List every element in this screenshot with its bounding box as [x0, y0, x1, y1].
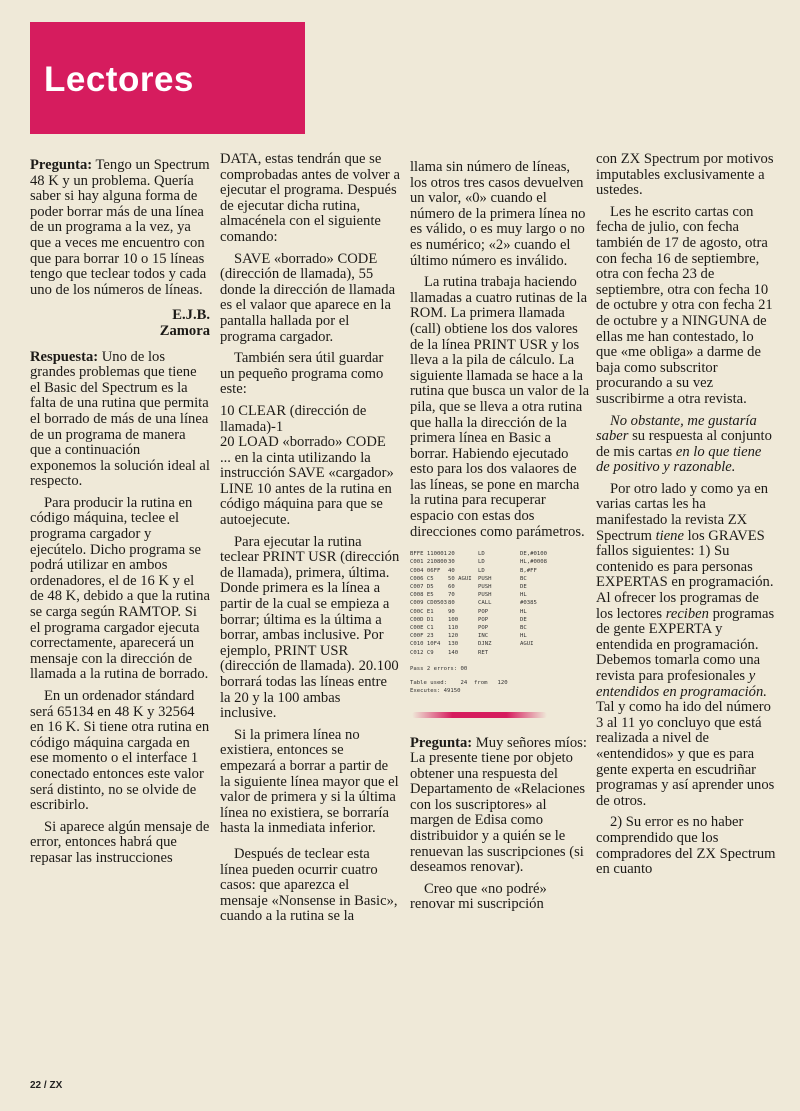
- listing-line: [410, 591, 590, 599]
- listing-line: [410, 575, 590, 583]
- column-2: [220, 152, 400, 931]
- listing-cell: BC: [520, 625, 527, 632]
- listing-pass: Pass 2 errors: 00: [410, 665, 468, 672]
- italic-text: reciben: [665, 605, 709, 622]
- listing-cell: CALL: [478, 600, 492, 607]
- signature-name: E.J.B.: [172, 307, 210, 324]
- signature-place: Zamora: [159, 322, 210, 339]
- listing-cell: BC: [520, 575, 527, 582]
- listing-cell: PUSH: [478, 575, 492, 582]
- listing-cell: 130: [448, 641, 459, 648]
- body-paragraph: DATA, estas tendrán que se comprobadas antes de volver a ejecutar el programa. Después de ejecutar dicha rutina, almacénela con el siguiente comando:: [220, 151, 400, 245]
- listing-line: [410, 616, 590, 624]
- italic-text: No obstante, me gustaría saber: [596, 412, 757, 445]
- code-line: 10 CLEAR (dirección de llamada)-1: [220, 402, 367, 435]
- column-4: [596, 152, 776, 884]
- page-folio: 22 / ZX: [30, 1080, 63, 1091]
- listing-cell: 120: [448, 633, 459, 640]
- listing-cell: POP: [478, 608, 489, 615]
- listing-line: [410, 558, 590, 566]
- listing-cell: 50 AGUI: [448, 575, 472, 582]
- listing-cell: DJNZ: [478, 641, 492, 648]
- body-paragraph: Después de teclear esta línea pueden ocurrir cuatro casos: que aparezca el mensaje «Nonsense in Basic», cuando a la rutina se la: [220, 845, 398, 925]
- listing-line: [410, 567, 590, 575]
- body-paragraph: La rutina trabaja haciendo llamadas a cuatro rutinas de la ROM. La primera llamada (call) obtiene los dos valores de la línea PRINT USR y los lleva a la pila de cálculo. La siguiente llamada se hace a la rutina que busca un valor de la pila, que se lleva a otra rutina que halla la dirección de la primera línea en Basic a borrar. Habiendo ejecutado esto para los dos valaores de las líneas, se pone en marcha la rutina para recuperar espacio con estas dos direcciones como parámetros.: [410, 274, 590, 540]
- answer-label: Respuesta:: [30, 348, 99, 365]
- body-paragraph: Si la primera línea no existiera, entonces se empezará a borrar a partir de la siguiente línea mayor que el valor de primera y si la última línea no existiera, se borraría hasta la inmediata inferior.: [220, 726, 399, 837]
- listing-line: [410, 550, 590, 558]
- listing-cell: HL: [520, 633, 527, 640]
- column-1: [30, 158, 210, 873]
- body-paragraph: Creo que «no podré» renovar mi suscripción: [410, 880, 547, 913]
- listing-cell: HL: [520, 592, 527, 599]
- listing-cell: PUSH: [478, 584, 492, 591]
- section-title: Lectores: [44, 60, 194, 99]
- italic-text: tiene: [655, 527, 684, 544]
- listing-line: [410, 608, 590, 616]
- listing-cell: POP: [478, 625, 489, 632]
- listing-cell: C00D D1: [410, 616, 434, 623]
- body-paragraph: También sera útil guardar un pequeño programa como este:: [220, 350, 384, 398]
- body-paragraph: con ZX Spectrum por motivos imputables exclusivamente a ustedes.: [596, 151, 774, 199]
- listing-cell: 80: [448, 600, 455, 607]
- column-3: [410, 160, 590, 919]
- listing-cell: HL,#0008: [520, 559, 547, 566]
- body-paragraph: 2) Su error es no haber comprendido que los compradores del ZX Spectrum en cuanto: [596, 814, 776, 878]
- listing-cell: C00C E1: [410, 608, 434, 615]
- listing-cell: C00F 23: [410, 633, 434, 640]
- body-paragraph: llama sin número de líneas, los otros tres casos devuelven un valor, «0» cuando el número de la primera línea no es válido, o es muy largo o no es numérico; «2» cuando el último número es inválido.: [410, 159, 586, 269]
- listing-cell: C008 E5: [410, 592, 434, 599]
- listing-table-used: Table used: 24 from 120: [410, 680, 508, 687]
- section-banner: [30, 22, 305, 134]
- italic-text: y entendidos en programación.: [596, 668, 767, 700]
- listing-cell: 60: [448, 584, 455, 591]
- body-paragraph: En un ordenador stándard será 65134 en 48 K y 32564 en 16 K. Si tiene otra rutina en código máquina cargada en ese momento o el interface 1 conectado entonces este valor será distinto, no se olvide de escribirlo.: [30, 688, 210, 814]
- body-paragraph: Les he escrito cartas con fecha de julio, con fecha también de 17 de agosto, otra con fecha 16 de septiembre, otra con fecha 23 de septiembre, otra con fecha 10 de octubre y otra con fecha 21 de octubre y a NINGUNA de ellas me han contestado, lo que «me obliga» a darme de baja como subscritor procurando a su vez suscribirme a otra revista.: [596, 203, 773, 407]
- listing-cell: 140: [448, 649, 459, 656]
- listing-cell: AGUI: [520, 641, 534, 648]
- listing-cell: INC: [478, 633, 489, 640]
- listing-cell: C001 210800: [410, 559, 448, 566]
- section-divider: [412, 712, 547, 718]
- listing-cell: C012 C9: [410, 649, 434, 656]
- listing-cell: HL: [520, 608, 527, 615]
- listing-cell: C00E C1: [410, 625, 434, 632]
- answer-text: Uno de los grandes problemas que tiene el Basic del Spectrum es la falta de una rutina que permita el borrado de más de una línea de un programa de manera que a continuación exponemos la solución ideal al respecto.: [30, 348, 210, 490]
- listing-cell: DE: [520, 584, 527, 591]
- listing-rows: [410, 550, 590, 657]
- body-paragraph: [596, 414, 776, 476]
- listing-cell: POP: [478, 616, 489, 623]
- body-paragraph: [596, 482, 776, 809]
- listing-cell: 30: [448, 559, 455, 566]
- listing-line: [410, 583, 590, 591]
- question-label: Pregunta:: [30, 157, 93, 173]
- body-paragraph: Para ejecutar la rutina teclear PRINT USR (dirección de llamada), primera, última. Donde primera es la línea a partir de la cual se empieza a borrar; última es la última a borrar, ambas inclusive. Por ejemplo, PRINT USR (dirección de llamada). 20.100 borrará todas las líneas entre la 20 y la 100 ambas inclusive.: [220, 533, 400, 722]
- listing-cell: C006 C5: [410, 575, 434, 582]
- body-text: Tal y como ha ido del número 3 al 11 yo concluyo que está realizada a nivel de «entendidos» y que es para gente experta en escudriñar programas y así aprender unos de otros.: [596, 699, 775, 809]
- listing-cell: DE: [520, 616, 527, 623]
- listing-cell: BFFE 110001: [410, 551, 448, 558]
- body-paragraph: SAVE «borrado» CODE (dirección de llamada), 55 donde la dirección de llamada es el valaor que aparece en la pantalla hallada por el programa cargador.: [220, 250, 396, 345]
- listing-cell: C010 10F4: [410, 641, 441, 648]
- listing-line: [410, 624, 590, 632]
- listing-cell: 20: [448, 551, 455, 558]
- question-text: Tengo un Spectrum 48 K y un problema. Quería saber si hay alguna forma de poder borrar más de una línea de un programa a la vez, ya que a veces me encuentro con que para borrar 10 o 15 líneas tengo que teclear todos y cada uno de los números de líneas.: [30, 157, 210, 298]
- code-line: 20 LOAD «borrado» CODE: [220, 434, 386, 451]
- listing-cell: 110: [448, 625, 459, 632]
- listing-cell: B,#FF: [520, 567, 537, 574]
- listing-cell: LD: [478, 567, 485, 574]
- question-paragraph: [30, 158, 210, 298]
- listing-cell: C009 CD0503: [410, 600, 448, 607]
- body-text: programas de gente EXPERTA y entendida en programación. Debemos tomarla como una revista para profesionales: [596, 605, 775, 684]
- listing-line: [410, 599, 590, 607]
- body-paragraph: Si aparece algún mensaje de error, entonces habrá que repasar las instrucciones: [30, 818, 210, 866]
- listing-cell: C004 06FF: [410, 567, 441, 574]
- body-text: su respuesta al conjunto de mis cartas: [596, 428, 772, 460]
- listing-cell: DE,#0100: [520, 551, 547, 558]
- listing-line: [410, 632, 590, 640]
- listing-cell: #0385: [520, 600, 537, 607]
- listing-cell: 40: [448, 567, 455, 574]
- listing-cell: 90: [448, 608, 455, 615]
- listing-cell: PUSH: [478, 592, 492, 599]
- question-label: Pregunta:: [410, 734, 473, 751]
- body-paragraph: Para producir la rutina en código máquina, teclee el programa cargador y ejecútelo. Dicho programa se podrá utilizar en ambos ordenadores, el de 16 K y el de 48 K, debido a que la rutina se carga según RAMTOP. Si el programa cargador ejecuta correctamente, aparecerá un mensaje con la dirección de llamada a la rutina de borrado.: [30, 494, 210, 683]
- body-text: los GRAVES fallos siguientes: 1) Su contenido es para personas EXPERTAS en programación. Al ofrecer los programas de los lectores: [596, 527, 774, 622]
- code-listing: [410, 550, 590, 695]
- listing-line: [410, 649, 590, 657]
- listing-executes: Executes: 49150: [410, 688, 461, 695]
- listing-cell: C007 D5: [410, 584, 434, 591]
- listing-line: [410, 640, 590, 648]
- body-text: Por otro lado y como ya en varias cartas les ha manifestado la revista ZX Spectrum: [596, 480, 769, 544]
- body-paragraph: ... en la cinta utilizando la instrucción SAVE «cargador» LINE 10 antes de la rutina en código máquina para que se autoejecute.: [220, 449, 394, 529]
- italic-text: en lo que tiene de positivo y razonable.: [596, 443, 762, 476]
- answer-paragraph: [30, 350, 210, 490]
- listing-cell: 100: [448, 616, 459, 623]
- listing-cell: LD: [478, 559, 485, 566]
- question-paragraph: [410, 736, 590, 876]
- listing-cell: LD: [478, 551, 485, 558]
- listing-cell: RET: [478, 649, 489, 656]
- question-text: Muy señores míos: La presente tiene por objeto obtener una respuesta del Departamento de «Relaciones con los suscriptores» al margen de Edisa como distribuidor y a quién se le renuevan las suscripciones (si deseamos renovar).: [410, 734, 587, 876]
- listing-cell: 70: [448, 592, 455, 599]
